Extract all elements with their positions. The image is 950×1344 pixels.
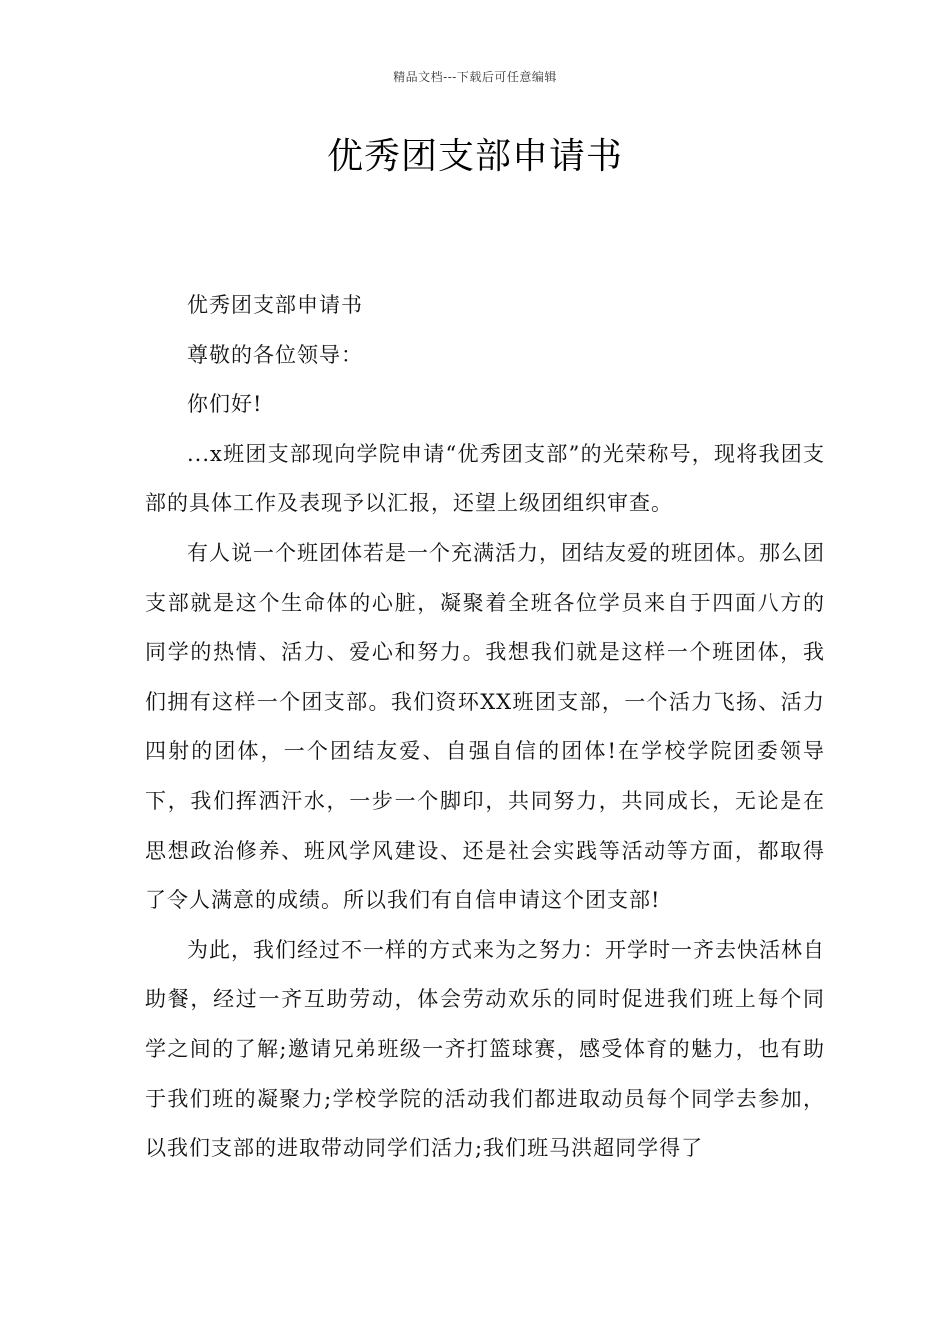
- header-note: 精品文档---下载后可任意编辑: [393, 70, 557, 84]
- paragraph-intro: ...x班团支部现向学院申请“优秀团支部”的光荣称号，现将我团支部的具体工作及表现予以汇报，还望上级团组织审查。: [145, 441, 825, 516]
- paragraph-salutation: 尊敬的各位领导：: [187, 342, 363, 367]
- paragraph-activities: 为此，我们经过不一样的方式来为之努力：开学时一齐去快活林自助餐，经过一齐互助劳动，体会劳动欢乐的同时促进我们班上每个同学之间的了解;邀请兄弟班级一齐打篮球赛，感受体育的魅力，也有助于我们班的凝聚力;学校学院的活动我们都进取动员每个同学去参加，以我们支部的进取带动同学们活力;我们班马洪超同学得了: [145, 937, 825, 1161]
- paragraph-greeting: 你们好!: [187, 392, 263, 417]
- document-title: 优秀团支部申请书: [326, 136, 623, 177]
- paragraph-subtitle: 优秀团支部申请书: [187, 293, 363, 317]
- paragraph-description: 有人说一个班团体若是一个充满活力，团结友爱的班团体。那么团支部就是这个生命体的心脏，凝聚着全班各位学员来自于四面八方的同学的热情、活力、爱心和努力。我想我们就是这样一个班团体，我们拥有这样一个团支部。我们资环XX班团支部，一个活力飞扬、活力四射的团体，一个团结友爱、自强自信的团体!在学校学院团委领导下，我们挥洒汗水，一步一个脚印，共同努力，共同成长，无论是在思想政治修养、班风学风建设、还是社会实践等活动等方面，都取得了令人满意的成绩。所以我们有自信申请这个团支部!: [145, 540, 825, 913]
- document-body: [145, 281, 825, 1174]
